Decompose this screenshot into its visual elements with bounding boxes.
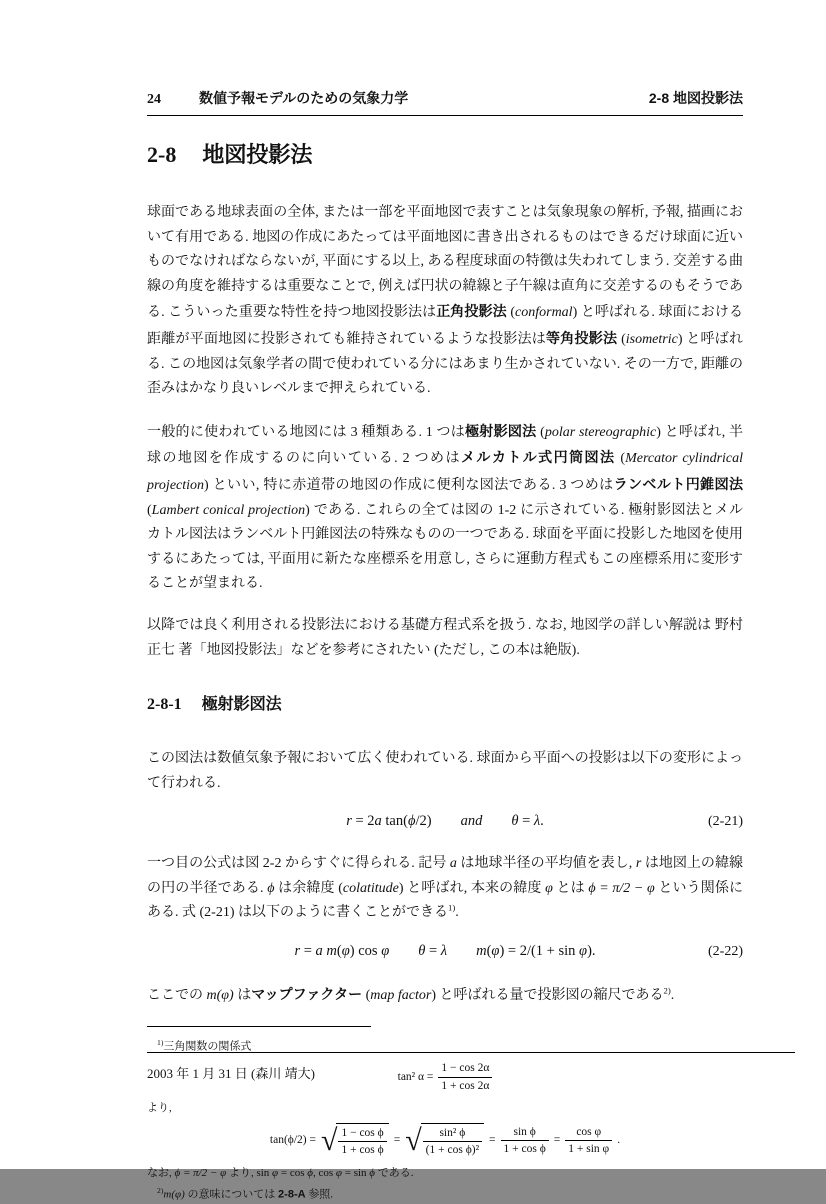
page-content xyxy=(147,90,743,1204)
equation-2-22 xyxy=(147,943,743,960)
equation-2-21-label: (2-21) xyxy=(708,813,743,829)
footnote-rule xyxy=(147,1026,371,1027)
footer-date: 2003 年 1 月 31 日 (森川 靖大) xyxy=(147,1066,315,1081)
paragraph-three-map-types: 一般的に使われている地図には 3 種類ある. 1 つは極射影図法 (polar stereographic) と呼ばれ, 半球の地図を作成するのに向いている. 2 つめはメルカトル式円筒図法 (Mercator cylindrical projection) といい, 特に赤道帯の地図の作成に便利な図法である. 3 つめはランベルト円錐図法 (Lambert conical projection) である. これらの全ては図の 1-2 に示されている. 極射影図法とメルカトル図法はランベルト円錐図法の特殊なものの一つである. 球面を平面に投影した地図を使用するにあたっては, 平面用に新たな座標系を用意し, さらに運動方程式もこの座標系用に変形することが望まれる. xyxy=(147,422,744,592)
fraction-denominator: (1 + cos ϕ)² xyxy=(425,1144,480,1157)
paragraph-intro-projections: 球面である地球表面の全体, または一部を平面地図で表すことは気象現象の解析, 予報, 描画において有用である. 地図の作成にあたっては平面地図に書き出されるものはできるだけ球面に近いものでなければならないが, 平面にする以上, ある程度球面の特徴は失われてしまう. 交差する曲線の角度を維持するは重要なことで, 例えば円状の緯線と子午線は直角に交差するのもそうである. こういった重要な特性を持つ地図投影法は正角投影法 (conformal) と呼ばれる. 球面における距離が平面地図に投影されても維持されているような投影法は等角投影法 (isometric) と呼ばれる. この地図は気象学者の間で使われている分にはあまり生かされていない. その一方で, 距離の歪みはかなり良いレベルまで押えられている. xyxy=(147,205,744,397)
footnote-1-connector: より, xyxy=(147,1102,172,1115)
paragraph-map-factor: ここでの m(φ) はマップファクター (map factor) と呼ばれる量で投影図の縮尺である$^{2)}$. xyxy=(147,985,675,1004)
fraction-denominator: 1 + sin φ xyxy=(568,1142,610,1155)
footnote-2-marker: 2) xyxy=(157,1185,164,1195)
sqrt-term-1 xyxy=(321,1123,389,1158)
running-header xyxy=(147,90,743,108)
equals-sign: = xyxy=(393,1134,401,1147)
equals-sign: = xyxy=(489,1134,496,1147)
footnote-1-intro-text: 三角関数の関係式 xyxy=(163,1040,252,1053)
paragraph-references: 以降では良く利用される投影法における基礎方程式系を扱う. なお, 地図学の詳しい解説は 野村 正七 著「地図投影法」などを参考にされたい (ただし, この本は絶版). xyxy=(147,617,743,658)
section-title: 地図投影法 xyxy=(202,142,313,167)
fraction-numerator: sin² ϕ xyxy=(423,1126,482,1142)
sqrt-term-2 xyxy=(405,1123,484,1158)
subsection-title: 極射影図法 xyxy=(201,696,282,714)
footnote-1-note: なお, ϕ = π/2 − φ より, sin φ = cos ϕ, cos φ = sin ϕ である. xyxy=(147,1166,414,1179)
equals-sign: = xyxy=(553,1134,561,1147)
footnote-eq-tanhalf-lhs: tan(ϕ/2) = xyxy=(269,1134,316,1147)
paragraph-polar-intro: この図法は数値気象予報において広く使われている. 球面から平面への投影は以下の変形によって行われる. xyxy=(147,751,743,791)
paragraph-colatitude: 一つ目の公式は図 2-2 からすぐに得られる. 記号 a は地球半径の平均値を表し, r は地図上の緯線の円の半径である. ϕ は余緯度 (colatitude) と呼ばれ, 本来の緯度 φ とは ϕ = π/2 − φ という関係にある. 式 (2-21) は以下のように書くことができる$^{1)}$. xyxy=(147,856,744,921)
fraction-denominator: 1 + cos ϕ xyxy=(503,1142,546,1155)
equation-2-21 xyxy=(147,813,743,830)
book-title: 数値予報モデルのための気象力学 xyxy=(199,90,409,106)
section-heading xyxy=(147,142,743,168)
running-header-left xyxy=(147,90,408,108)
fraction xyxy=(423,1126,482,1158)
fraction-numerator: cos φ xyxy=(565,1125,612,1141)
fraction xyxy=(338,1126,386,1158)
section-number: 2-8 xyxy=(147,142,177,167)
page-number: 24 xyxy=(147,92,161,107)
footnote-2-text: m(φ) の意味については 2-8-A 参照. xyxy=(163,1188,334,1201)
footer-rule xyxy=(147,1052,795,1053)
header-section-ref: 2-8 地図投影法 xyxy=(648,90,743,106)
radical-sign: √ xyxy=(405,1123,422,1157)
radicand xyxy=(336,1123,388,1158)
footnote-eq-tan2-lhs: tan² α = xyxy=(397,1071,434,1084)
fraction-denominator: 1 + cos ϕ xyxy=(341,1144,384,1157)
equation-2-22-body: r = a m(φ) cos φ θ = λ m(φ) = 2/(1 + sin φ). xyxy=(294,943,596,960)
subsection-number: 2-8-1 xyxy=(147,696,182,714)
radicand xyxy=(421,1123,484,1158)
radical-sign: √ xyxy=(320,1123,338,1157)
subsection-heading xyxy=(147,695,743,715)
fraction-numerator: 1 − cos 2α xyxy=(438,1061,492,1077)
period: . xyxy=(617,1134,621,1147)
page-footer xyxy=(147,1052,795,1082)
fraction-numerator: 1 − cos ϕ xyxy=(338,1126,386,1142)
footnote-equation-tan-half xyxy=(147,1123,743,1158)
equation-2-21-body: r = 2a tan(ϕ/2) and θ = λ. xyxy=(346,813,544,830)
footnote-2 xyxy=(147,1183,743,1203)
header-rule xyxy=(147,115,743,116)
fraction-cos xyxy=(565,1125,612,1157)
fraction-numerator: sin ϕ xyxy=(501,1125,549,1141)
fraction-denominator: 1 + cos 2α xyxy=(441,1079,490,1092)
fraction-sin xyxy=(501,1125,549,1157)
footnote-1-marker: 1) xyxy=(157,1037,164,1047)
equation-2-22-label: (2-22) xyxy=(708,943,743,959)
